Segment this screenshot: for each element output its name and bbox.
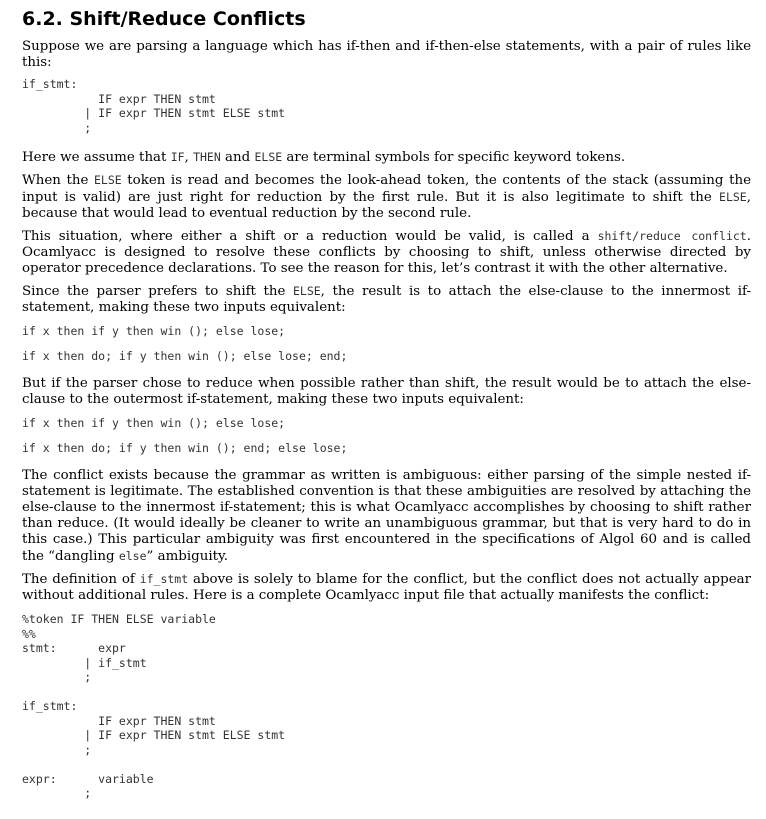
inline-code: if_stmt	[139, 572, 189, 586]
code-example-shift-1: if x then if y then win (); else lose;	[22, 324, 286, 338]
inline-code: ELSE	[719, 190, 747, 204]
complete-file-paragraph: The definition of if_stmt above is solely to blame for the conflict, but the conflict does not actually appear without additional rules. Here is a complete Ocamlyacc input file that actually manifests the conflict:	[22, 572, 751, 603]
code-example-reduce-1: if x then if y then win (); else lose;	[22, 416, 286, 430]
terminal-symbols-paragraph: Here we assume that IF, THEN and ELSE are terminal symbols for specific keyword tokens.	[22, 150, 626, 165]
ambiguity-paragraph: The conflict exists because the grammar as written is ambiguous: either parsing of the simple nested if-statement is legitimate. The established convention is that these ambiguities are resolved by attaching the else-clause to the innermost if-statement; this is what Ocamlyacc accomplishes by choosing to shift rather than reduce. (It would ideally be cleaner to write an unambiguous grammar, but that is very hard to do in this case.) This particular ambiguity was first encountered in the specifications of Algol 60 and is called the “dangling else” ambiguity.	[22, 468, 751, 564]
code-example-shift-2: if x then do; if y then win (); else lose; end;	[22, 348, 348, 363]
inline-code: ELSE	[94, 173, 122, 187]
code-block-grammar-file: %token IF THEN ELSE variable %% stmt: expr | if_stmt ; if_stmt: IF expr THEN stmt | IF expr THEN stmt ELSE stmt ; expr: variable ;	[22, 612, 286, 800]
inline-code: shift/reduce conflict	[597, 229, 747, 243]
reduce-alternative-paragraph: But if the parser chose to reduce when possible rather than shift, the result would be to attach the else-clause to the outermost if-statement, making these two inputs equivalent:	[22, 376, 751, 407]
conflict-definition-paragraph: This situation, where either a shift or a reduction would be valid, is called a shift/reduce conflict. Ocamlyacc is designed to resolve these conflicts by choosing to shift, unless otherwise directed by operator precedence declarations. To see the reason for this, let’s contrast it with the other alternative.	[22, 229, 751, 276]
code-block-if-stmt: if_stmt: IF expr THEN stmt | IF expr THEN stmt ELSE stmt ;	[22, 77, 286, 135]
inline-code: ELSE	[254, 150, 283, 164]
lookahead-paragraph: When the ELSE token is read and becomes the look-ahead token, the contents of the stack (assuming the input is valid) are just right for reduction by the first rule. But it is also legitimate to shift the ELSE, because that would lead to eventual reduction by the second rule.	[22, 173, 751, 221]
section-heading: 6.2. Shift/Reduce Conflicts	[22, 8, 306, 30]
inline-code: IF	[170, 150, 185, 164]
inline-code: THEN	[193, 150, 221, 164]
inline-code: else	[118, 549, 147, 563]
shift-preference-paragraph: Since the parser prefers to shift the ELSE, the result is to attach the else-clause to the innermost if-statement, making these two inputs equivalent:	[22, 284, 751, 315]
inline-code: ELSE	[292, 284, 321, 298]
code-example-reduce-2: if x then do; if y then win (); end; else lose;	[22, 440, 348, 455]
intro-paragraph: Suppose we are parsing a language which has if-then and if-then-else statements, with a pair of rules like this:	[22, 39, 751, 70]
